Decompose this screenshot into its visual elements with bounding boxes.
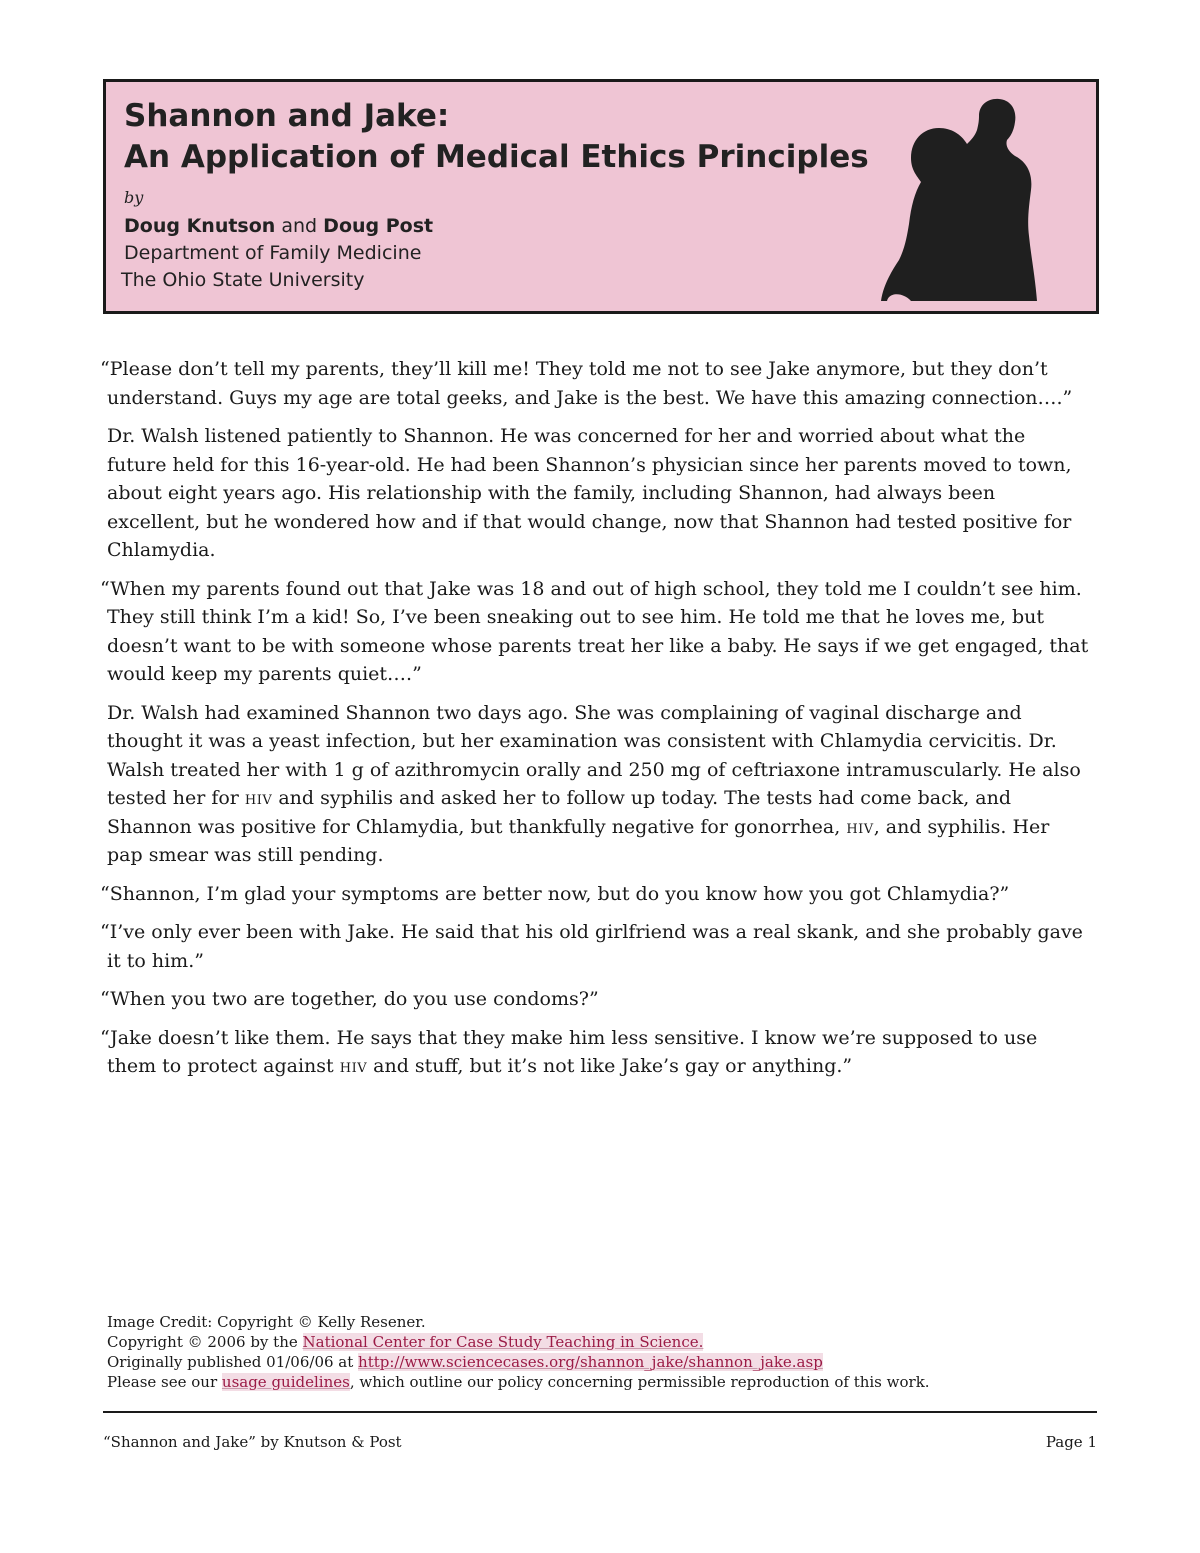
authors	[124, 215, 869, 237]
guidelines-line	[107, 1372, 1097, 1392]
usage-guidelines-link[interactable]: usage guidelines	[221, 1373, 350, 1391]
paragraph-3: “When my parents found out that Jake was 18 and out of high school, they told me I couldn’t see him. They still think I’m a kid! So, I’ve been sneaking out to see him. He told me that he loves me, but doesn’t want to be with someone whose parents treat her like a baby. He says if we get engaged, that would keep my parents quiet….”	[100, 577, 1089, 685]
paragraph-7: “When you two are together, do you use condoms?”	[100, 988, 599, 1010]
paragraph-8	[100, 1024, 1090, 1081]
copyright-line	[107, 1332, 1097, 1352]
hiv-abbrev: hiv	[339, 1055, 368, 1077]
running-footer: “Shannon and Jake” by Knutson & Post	[103, 1433, 402, 1451]
author-and: and	[281, 215, 318, 237]
page-number: Page 1	[1045, 1433, 1097, 1451]
center-link[interactable]: National Center for Case Study Teaching in Science.	[302, 1333, 704, 1351]
published-prefix: Originally published 01/06/06 at	[107, 1353, 359, 1371]
footer-divider	[103, 1411, 1097, 1413]
paragraph-1: “Please don’t tell my parents, they’ll kill me! They told me not to see Jake anymore, but they don’t understand. Guys my age are total geeks, and Jake is the best. We have this amazing connection….”	[100, 358, 1073, 409]
title-line-1: Shannon and Jake:	[124, 98, 450, 134]
author-1: Doug Knutson	[124, 215, 276, 237]
paragraph-5: “Shannon, I’m glad your symptoms are better now, but do you know how you got Chlamydia?”	[100, 882, 1010, 905]
case-body	[100, 355, 1090, 1091]
university: The Ohio State University	[121, 269, 365, 291]
credits	[107, 1312, 1097, 1392]
image-credit: Image Credit: Copyright © Kelly Resener.	[107, 1313, 426, 1331]
paragraph-2: Dr. Walsh listened patiently to Shannon. He was concerned for her and worried about what the future held for this 16-year-old. He had been Shannon’s physician since her parents moved to town, about eight years ago. His relationship with the family, including Shannon, had always been excellent, but he wondered how and if that would change, now that Shannon had tested positive for Chlamydia.	[107, 425, 1072, 561]
byline-by: by	[124, 188, 144, 207]
paragraph-4-part-c: , and syphilis. Her pap smear was still pending.	[107, 815, 1050, 866]
guidelines-suffix: , which outline our policy concerning permissible reproduction of this work.	[349, 1373, 930, 1391]
paragraph-8-part-b: and stuff, but it’s not like Jake’s gay or anything.”	[367, 1055, 853, 1077]
case-url-link[interactable]: http://www.sciencecases.org/shannon_jake/shannon_jake.asp	[358, 1353, 823, 1371]
paragraph-4-part-a: Dr. Walsh had examined Shannon two days ago. She was complaining of vaginal discharge and thought it was a yeast infection, but her examination was consistent with Chlamydia cervicitis. Dr. Walsh treated her with 1 g of azithromycin orally and 250 mg of ceftriaxone intramuscularly. He also tested her for	[107, 701, 1081, 809]
couple-silhouette-image	[881, 96, 1056, 301]
author-2: Doug Post	[323, 215, 434, 237]
title-box	[103, 79, 1099, 314]
copyright-prefix: Copyright © 2006 by the	[107, 1333, 303, 1351]
hiv-abbrev: hiv	[846, 815, 874, 838]
title-block	[121, 96, 869, 291]
hiv-abbrev: hiv	[244, 787, 273, 809]
department: Department of Family Medicine	[124, 242, 422, 264]
paragraph-8-part-a: “Jake doesn’t like them. He says that they make him less sensitive. I know we’re supposed to use them to protect against	[100, 1026, 1038, 1077]
paragraph-6: “I’ve only ever been with Jake. He said that his old girlfriend was a real skank, and she probably gave it to him.”	[100, 921, 1083, 972]
guidelines-prefix: Please see our	[107, 1373, 222, 1391]
title-line-2: An Application of Medical Ethics Principles	[124, 139, 869, 175]
published-line	[107, 1352, 1097, 1372]
paragraph-4-part-b: and syphilis and asked her to follow up today. The tests had come back, and Shannon was positive for Chlamydia, but thankfully negative for gonorrhea,	[107, 787, 1012, 838]
paragraph-4	[100, 699, 1090, 870]
